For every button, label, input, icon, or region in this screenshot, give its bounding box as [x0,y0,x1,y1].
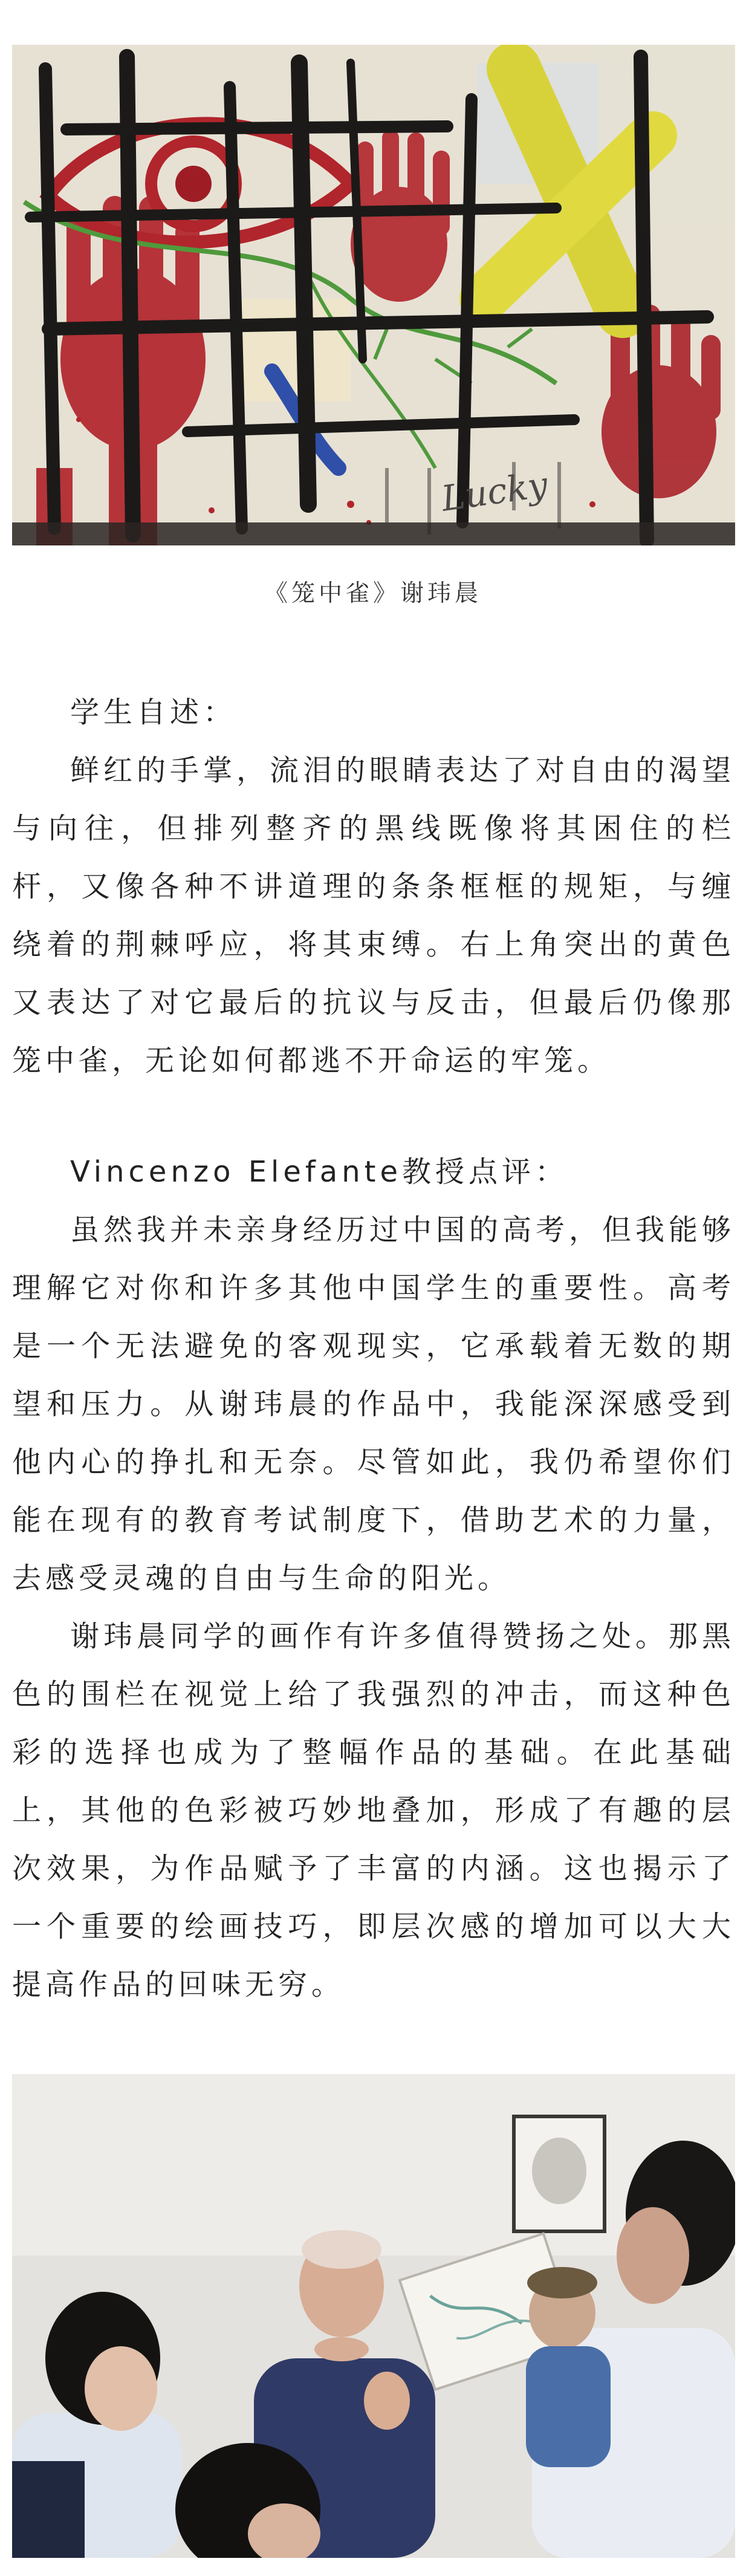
professor-review-paragraph-2: 谢玮晨同学的画作有许多值得赞扬之处。那黑色的围栏在视觉上给了我强烈的冲击，而这种色彩的选择也成为了整幅作品的基础。在此基础上，其他的色彩被巧妙地叠加，形成了有趣的层次效果，为作品赋予了丰富的内涵。这也揭示了一个重要的绘画技巧，即层次感的增加可以大大提高作品的回味无穷。 [12,1619,736,2002]
artwork-caption: 《笼中雀》谢玮晨 [264,580,482,607]
student-statement-heading: 学生自述： [70,695,237,729]
painting-illustration [12,45,735,545]
artwork-painting [12,45,735,545]
artwork-signature: Lucky [439,463,551,519]
professor-review-section [12,1143,735,2014]
professor-review-heading: Vincenzo Elefante教授点评： [70,1155,568,1189]
student-statement-body: 鲜红的手掌，流泪的眼睛表达了对自由的渴望与向往，但排列整齐的黑线既像将其困住的栏杆，又像各种不讲道理的条条框框的规矩，与缠绕着的荆棘呼应，将其束缚。右上角突出的黄色又表达了对它最后的抗议与反击，但最后仍像那笼中雀，无论如何都逃不开命运的牢笼。 [12,753,736,1078]
student-statement-section [12,683,735,1090]
classroom-photo-illustration [12,2074,735,2558]
professor-review-paragraph-1: 虽然我并未亲身经历过中国的高考，但我能够理解它对你和许多其他中国学生的重要性。高考是一个无法避免的客观现实，它承载着无数的期望和压力。从谢玮晨的作品中，我能深深感受到他内心的挣扎和无奈。尽管如此，我仍希望你们能在现有的教育考试制度下，借助艺术的力量，去感受灵魂的自由与生命的阳光。 [12,1213,736,1595]
classroom-photo [12,2074,735,2558]
